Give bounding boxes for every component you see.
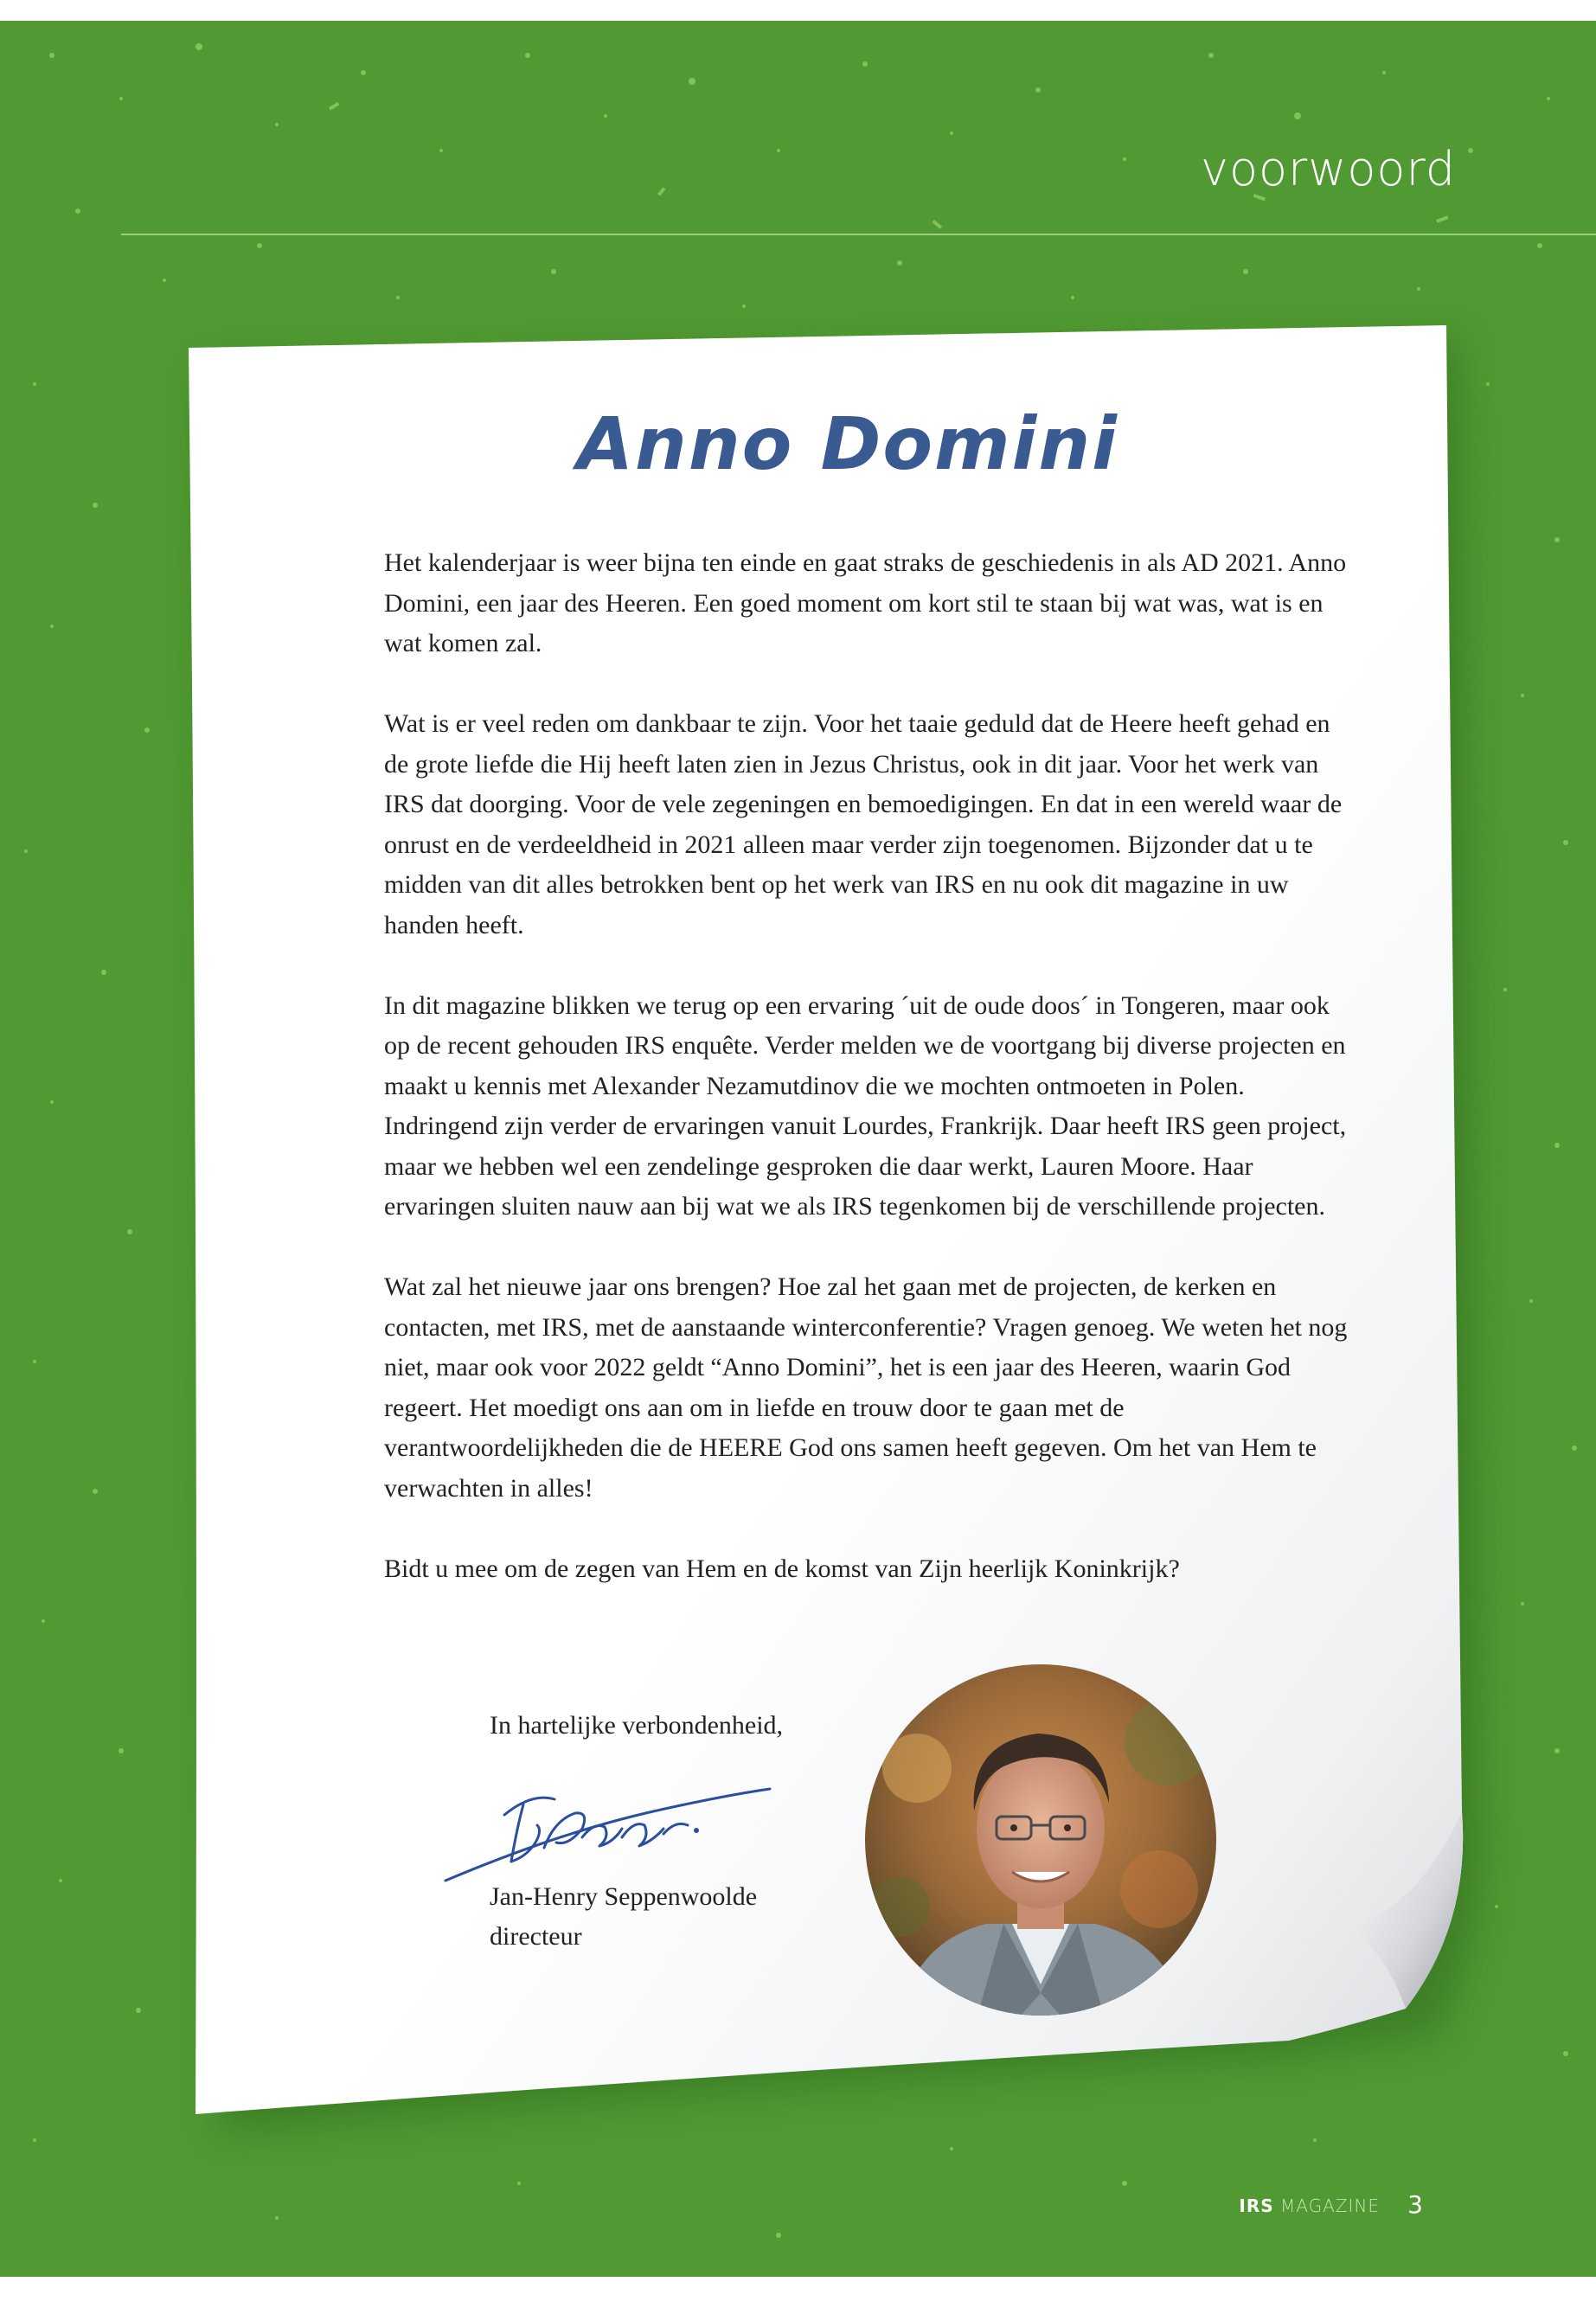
closing-line: In hartelijke verbondenheid, (490, 1711, 784, 1740)
footer-brand (1239, 2195, 1380, 2216)
article-title: Anno Domini (577, 401, 1118, 486)
author-portrait-photo (865, 1664, 1216, 2016)
footer-magazine: MAGAZINE (1280, 2195, 1380, 2216)
section-label: voorwoord (1200, 142, 1456, 196)
paragraph: Wat zal het nieuwe jaar ons brengen? Hoe zal het gaan met de projecten, de kerken en contacten, met IRS, met de aanstaande winterconferentie? Vragen genoeg. We weten het nog niet, maar ook voor 2022 geldt “Anno Domini”, het is een jaar des Heeren, waarin God regeert. Het moedigt ons aan om in liefde en trouw door te gaan met de verantwoordelijkheden die de HEERE God ons samen heeft gegeven. Om het van Hem te verwachten in alles! (384, 1272, 1348, 1503)
footer-irs: IRS (1239, 2195, 1274, 2216)
signer-name: Jan-Henry Seppenwoolde (490, 1882, 758, 1911)
paragraph: In dit magazine blikken we terug op een ervaring ´uit de oude doos´ in Tongeren, maar ook op de recent gehouden IRS enquête. Verder melden we de voortgang bij diverse projecten en maakt u kennis met Alexander Nezamutdinov die we mochten ontmoeten in Polen. Indringend zijn verder de ervaringen vanuit Lourdes, Frankrijk. Daar heeft IRS geen project, maar we hebben wel een zendelinge gesproken die daar werkt, Lauren Moore. Haar ervaringen sluiten nauw aan bij wat we als IRS tegenkomen bij de verschillende projecten. (384, 990, 1347, 1221)
signer-role: directeur (490, 1922, 582, 1951)
paragraph: Het kalenderjaar is weer bijna ten einde en gaat straks de geschiedenis in als AD 2021. Anno Domini, een jaar des Heeren. Een goed moment om kort stil te staan bij wat was, wat is en wat komen zal. (384, 548, 1347, 657)
magazine-page (0, 21, 1596, 2277)
paragraph: Bidt u mee om de zegen van Hem en de komst van Zijn heerlijk Koninkrijk? (384, 1554, 1180, 1583)
handwritten-signature (437, 1751, 783, 1898)
article-body (384, 543, 1353, 1630)
signer-block (490, 1877, 757, 1957)
page-number: 3 (1407, 2190, 1423, 2219)
paragraph: Wat is er veel reden om dankbaar te zijn. Voor het taaie geduld dat de Heere heeft gehad en de grote liefde die Hij heeft laten zien in Jezus Christus, ook in dit jaar. Voor het werk van IRS dat doorging. Voor de vele zegeningen en bemoedigingen. En dat in een wereld waar de onrust en de verdeeldheid in 2021 alleen maar verder zijn toegenomen. Bijzonder dat u te midden van dit alles betrokken bent op het werk van IRS en nu ook dit magazine in uw handen heeft. (384, 709, 1343, 939)
